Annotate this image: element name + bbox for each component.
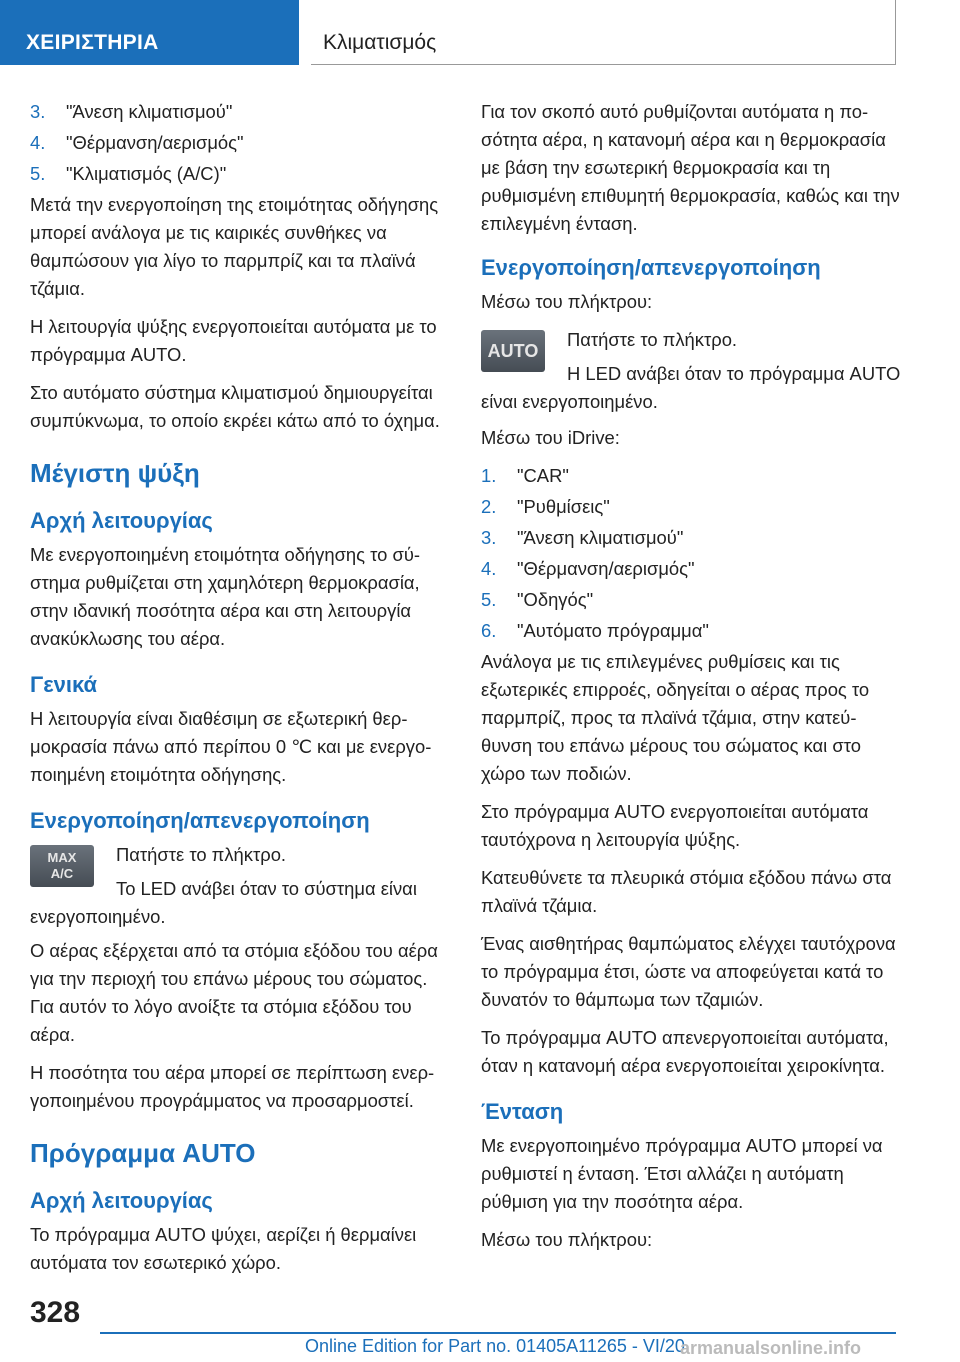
footer-edition: Online Edition for Part no. 01405A11265 - VI/20 — [305, 1336, 685, 1356]
list-item: 4. "Θέρμανση/αερισμός" — [481, 558, 695, 579]
paragraph: Με ενεργοποιημένο πρόγραμμα AUTO μπορεί να ρυθμιστεί η ένταση. Έτσι αλλάζει η αυτόματη ρύθμιση για την ποσότητα αέρα. — [481, 1135, 883, 1212]
list-item: 4. "Θέρμανση/αερισμός" — [30, 132, 244, 153]
heading-on-off: Ενεργοποίηση/απενεργοποίηση — [30, 808, 370, 833]
footer-divider — [100, 1332, 896, 1334]
paragraph: Ανάλογα με τις επιλεγμένες ρυθμίσεις και τις εξωτερικές επιρροές, οδηγείται ο αέρας προς το παρμπρίζ, προς τα πλαϊνά τζάμια, στην κατεύθυνση του επάνω μέρους του σώματος και στο χώρο των ποδιών. — [481, 651, 870, 784]
paragraph: Μετά την ενεργοποίηση της ετοιμότητας οδήγησης μπορεί ανάλογα με τις καιρικές συνθήκες να θαμπώσουν για λίγο το παρμπρίζ και τα πλαϊνά τζάμια. — [30, 194, 439, 299]
paragraph: Στο πρόγραμμα AUTO ενεργοποιείται αυτόματα ταυτόχρονα η λειτουργία ψύξης. — [481, 801, 869, 850]
paragraph: Για τον σκοπό αυτό ρυθμίζονται αυτόματα η ποσότητα αέρα, η κατανομή αέρα και η θερμοκρασία με βάση την εσωτερική θερμοκρασία και τη ρυθμισμένη επιθυμητή θερμοκρασία, καθώς και την επιλεγμένη ένταση. — [481, 101, 900, 234]
page-number: 328 — [30, 1296, 81, 1329]
paragraph: Το πρόγραμμα AUTO ψύχει, αερίζει ή θερμαίνει αυτόματα τον εσωτερικό χώρο. — [30, 1224, 417, 1273]
paragraph: Ένας αισθητήρας θαμπώματος ελέγχει ταυτόχρονα το πρόγραμμα έτσι, ώστε να αποφεύγεται κατά το δυνατόν το θάμπωμα των τζαμιών. — [481, 933, 896, 1010]
paragraph: Στο αυτόματο σύστημα κλιματισμού δημιουργείται συμπύκνωμα, το οποίο εκρέει κάτω από το όχημα. — [30, 382, 440, 431]
heading-principle: Αρχή λειτουργίας — [30, 1188, 213, 1213]
paragraph: Κατευθύνετε τα πλευρικά στόμια εξόδου πάνω στα πλαϊνά τζάμια. — [481, 867, 892, 916]
paragraph: Το πρόγραμμα AUTO απενεργοποιείται αυτόματα, όταν η κατανομή αέρα ενεργοποιείται χειροκίνητα. — [481, 1027, 889, 1076]
right-column — [481, 98, 901, 1264]
paragraph: Η ποσότητα του αέρα μπορεί σε περίπτωση ενεργοποιημένου προγράμματος να προσαρμοστεί. — [30, 1062, 435, 1111]
chapter-title: Κλιματισμός — [311, 0, 896, 65]
paragraph: Η λειτουργία είναι διαθέσιμη σε εξωτερική θερμοκρασία πάνω από περίπου 0 ℃ και με ενεργοποιημένη ετοιμότητα οδήγησης. — [30, 708, 432, 785]
list-item: 3. "Άνεση κλιματισμού" — [481, 527, 684, 548]
max-ac-button-icon: MAX A/C — [30, 845, 94, 887]
left-column — [30, 98, 450, 1287]
paragraph: Με ενεργοποιημένη ετοιμότητα οδήγησης το σύστημα ρυθμίζεται στη χαμηλότερη θερμοκρασία, στην ιδανική ποσότητα αέρα και στη λειτουργία ανακύκλωσης του αέρα. — [30, 544, 421, 649]
auto-instruction: AUTO Πατήστε το πλήκτρο. Η LED ανάβει όταν το πρόγραμμα AUTO είναι ενεργοποιημένο. — [481, 329, 901, 412]
list-item: 5. "Οδηγός" — [481, 589, 594, 610]
paragraph: Η λειτουργία ψύξης ενεργοποιείται αυτόματα με το πρόγραμμα AUTO. — [30, 316, 437, 365]
section-tab: ΧΕΙΡΙΣΤΗΡΙΑ — [0, 0, 299, 65]
list-item: 5. "Κλιματισμός (A/C)" — [30, 163, 227, 184]
heading-principle: Αρχή λειτουργίας — [30, 508, 213, 533]
list-item: 1. "CAR" — [481, 465, 569, 486]
list-item: 2. "Ρυθμίσεις" — [481, 496, 610, 517]
watermark: armanualsonline.info — [680, 1338, 862, 1358]
auto-button-icon: AUTO — [481, 330, 545, 372]
heading-max-cooling: Μέγιστη ψύξη — [30, 458, 200, 488]
max-ac-instruction: MAX A/C Πατήστε το πλήκτρο. Το LED ανάβει όταν το σύστημα είναι ενεργοποιημένο. — [30, 844, 417, 927]
heading-on-off: Ενεργοποίηση/απενεργοποίηση — [481, 255, 821, 280]
paragraph: Μέσω του πλήκτρου: — [481, 1229, 653, 1250]
heading-general: Γενικά — [30, 672, 98, 697]
paragraph: Μέσω του iDrive: — [481, 427, 620, 448]
paragraph: Ο αέρας εξέρχεται από τα στόμια εξόδου του αέρα για την περιοχή του επάνω μέρους του σώματος. Για αυτόν το λόγο ανοίξτε τα στόμια εξόδου του αέρα. — [30, 940, 438, 1045]
paragraph: Μέσω του πλήκτρου: — [481, 291, 653, 312]
list-item: 6. "Αυτόματο πρόγραμμα" — [481, 620, 709, 641]
heading-auto-program: Πρόγραμμα AUTO — [30, 1138, 256, 1168]
heading-intensity: Ένταση — [481, 1099, 564, 1124]
list-item: 3. "Άνεση κλιματισμού" — [30, 101, 233, 122]
